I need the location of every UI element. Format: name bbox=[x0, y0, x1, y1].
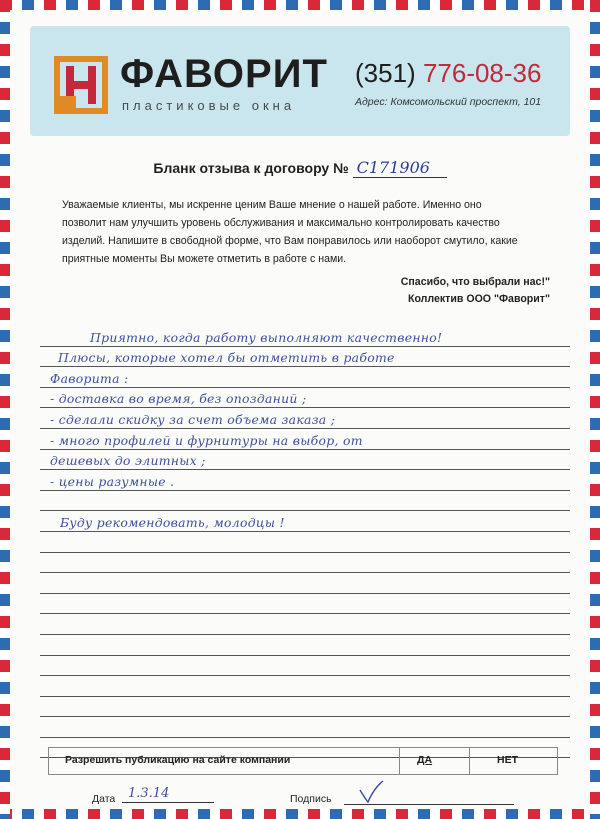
phone-code: (351) bbox=[355, 58, 416, 88]
intro-line: Уважаемые клиенты, мы искренне ценим Ваше мнение о нашей работе. Именно оно bbox=[62, 199, 482, 211]
handwritten-text: Приятно, когда работу выполняют качественно! bbox=[90, 329, 443, 345]
review-line[interactable] bbox=[40, 573, 570, 594]
review-line[interactable] bbox=[40, 676, 570, 697]
review-line[interactable] bbox=[40, 594, 570, 615]
form-title bbox=[0, 158, 600, 178]
thanks-signature: Коллектив ООО "Фаворит" bbox=[407, 293, 550, 305]
review-line[interactable] bbox=[40, 614, 570, 635]
company-name: ФАВОРИТ bbox=[120, 52, 328, 96]
review-lines bbox=[40, 326, 570, 758]
handwritten-text: - много профилей и фурнитуры на выбор, от bbox=[50, 432, 363, 448]
publish-yes-option[interactable]: ДА bbox=[417, 754, 433, 766]
review-line[interactable] bbox=[40, 491, 570, 512]
form-title-text: Бланк отзыва к договору № bbox=[153, 160, 349, 176]
thanks-note bbox=[401, 274, 550, 308]
review-line[interactable] bbox=[40, 553, 570, 574]
divider bbox=[399, 748, 400, 774]
date-field[interactable]: 1.3.14 bbox=[122, 786, 214, 803]
handwritten-text: Фаворита : bbox=[50, 370, 129, 386]
review-line[interactable] bbox=[40, 717, 570, 738]
review-line[interactable] bbox=[40, 429, 570, 450]
phone-number: 776-08-36 bbox=[422, 58, 542, 88]
publish-no-option[interactable]: НЕТ bbox=[497, 754, 518, 766]
intro-line: изделий. Напишите в свободной форме, что Вам понравилось или наоборот смутило, какие bbox=[62, 235, 518, 247]
review-line[interactable] bbox=[40, 532, 570, 553]
intro-line: приятные моменты Вы можете отметить в работе с нами. bbox=[62, 253, 347, 265]
company-logo-icon bbox=[54, 56, 108, 114]
handwritten-text: Буду рекомендовать, молодцы ! bbox=[60, 514, 285, 530]
review-line[interactable] bbox=[40, 656, 570, 677]
review-line[interactable] bbox=[40, 511, 570, 532]
intro-text bbox=[62, 196, 552, 268]
handwritten-text: - доставка во время, без опозданий ; bbox=[50, 391, 307, 407]
publish-consent-label: Разрешить публикацию на сайте компании bbox=[65, 754, 291, 766]
company-phone bbox=[355, 60, 541, 86]
review-line[interactable] bbox=[40, 450, 570, 471]
review-line[interactable] bbox=[40, 635, 570, 656]
review-line[interactable] bbox=[40, 326, 570, 347]
intro-line: позволит нам улучшить уровень обслуживания и максимально контролировать качество bbox=[62, 217, 500, 229]
contract-number: С171906 bbox=[353, 158, 447, 178]
signature-mark-icon bbox=[356, 778, 386, 806]
handwritten-text: дешевых до элитных ; bbox=[50, 453, 206, 469]
divider bbox=[469, 748, 470, 774]
border-right bbox=[590, 0, 600, 819]
company-tagline: пластиковые окна bbox=[122, 98, 296, 113]
border-top bbox=[0, 0, 600, 10]
border-bottom bbox=[0, 809, 600, 819]
handwritten-text: Плюсы, которые хотел бы отметить в работе bbox=[58, 350, 395, 366]
review-line[interactable] bbox=[40, 367, 570, 388]
review-line[interactable] bbox=[40, 408, 570, 429]
thanks-line: Спасибо, что выбрали нас!" bbox=[400, 276, 550, 288]
review-line[interactable] bbox=[40, 470, 570, 491]
handwritten-text: - цены разумные . bbox=[50, 473, 175, 489]
company-header bbox=[30, 26, 570, 136]
publish-consent-box bbox=[48, 747, 558, 775]
handwritten-text: - сделали скидку за счет объема заказа ; bbox=[50, 411, 336, 427]
review-line[interactable] bbox=[40, 697, 570, 718]
review-line[interactable] bbox=[40, 388, 570, 409]
company-address: Адрес: Комсомольский проспект, 101 bbox=[355, 96, 542, 108]
border-left bbox=[0, 0, 10, 819]
review-line[interactable] bbox=[40, 347, 570, 368]
date-label: Дата bbox=[92, 793, 116, 805]
signature-label: Подпись bbox=[290, 793, 332, 805]
